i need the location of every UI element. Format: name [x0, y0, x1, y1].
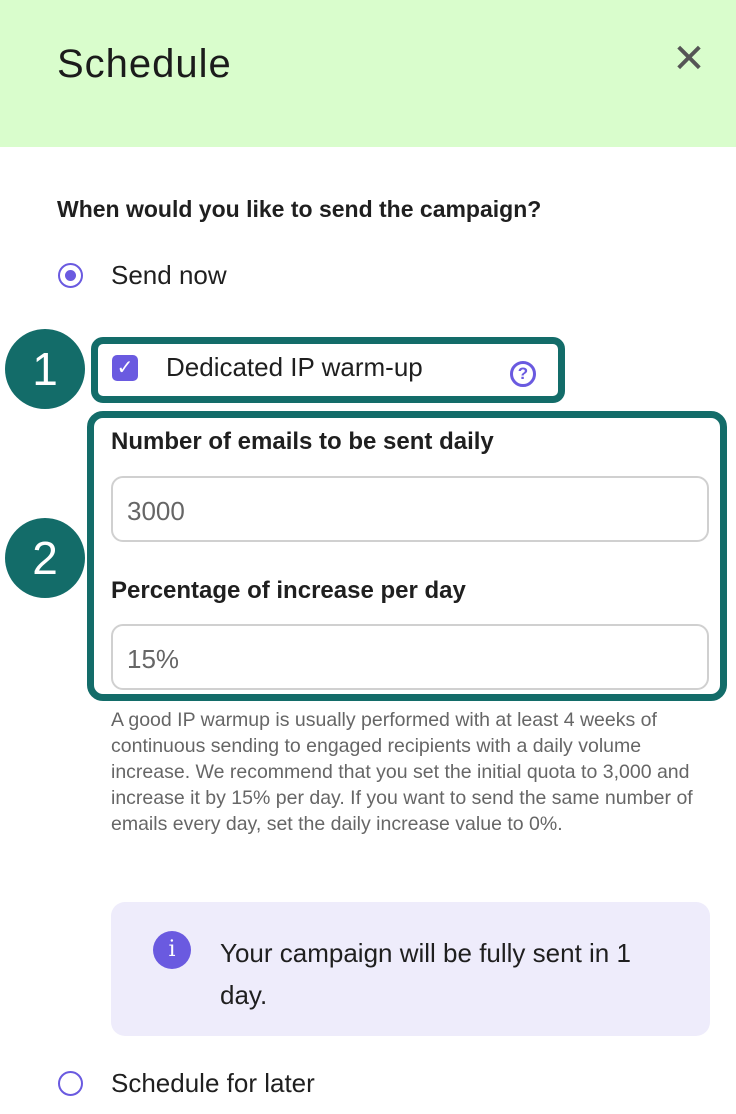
- info-icon: i: [153, 931, 191, 969]
- info-banner: [111, 902, 710, 1036]
- increase-input[interactable]: 15%: [111, 624, 709, 690]
- emails-daily-input[interactable]: 3000: [111, 476, 709, 542]
- send-question: When would you like to send the campaign?: [57, 196, 542, 222]
- annotation-badge-2: 2: [5, 518, 85, 598]
- send-now-label[interactable]: Send now: [111, 260, 227, 290]
- modal-header: [0, 0, 736, 147]
- send-now-radio[interactable]: [58, 263, 83, 288]
- schedule-later-label[interactable]: Schedule for later: [111, 1068, 315, 1098]
- close-icon[interactable]: ✕: [672, 37, 706, 81]
- warmup-checkbox[interactable]: ✓: [112, 355, 138, 381]
- warmup-label[interactable]: Dedicated IP warm-up: [166, 352, 423, 382]
- warmup-hint: A good IP warmup is usually performed with at least 4 weeks of continuous sending to engaged recipients with a daily volume increase. We recommend that you set the initial quota to 3,000 and increase it by 15% per day. If you want to send the same number of emails every day, set the daily increase value to 0%.: [111, 709, 693, 835]
- info-text: Your campaign will be fully sent in 1 day.: [220, 938, 631, 1010]
- emails-daily-label: Number of emails to be sent daily: [111, 428, 494, 455]
- annotation-badge-1: 1: [5, 329, 85, 409]
- help-icon[interactable]: ?: [510, 361, 536, 387]
- schedule-later-radio[interactable]: [58, 1071, 83, 1096]
- modal-title: Schedule: [57, 42, 232, 86]
- increase-label: Percentage of increase per day: [111, 577, 466, 604]
